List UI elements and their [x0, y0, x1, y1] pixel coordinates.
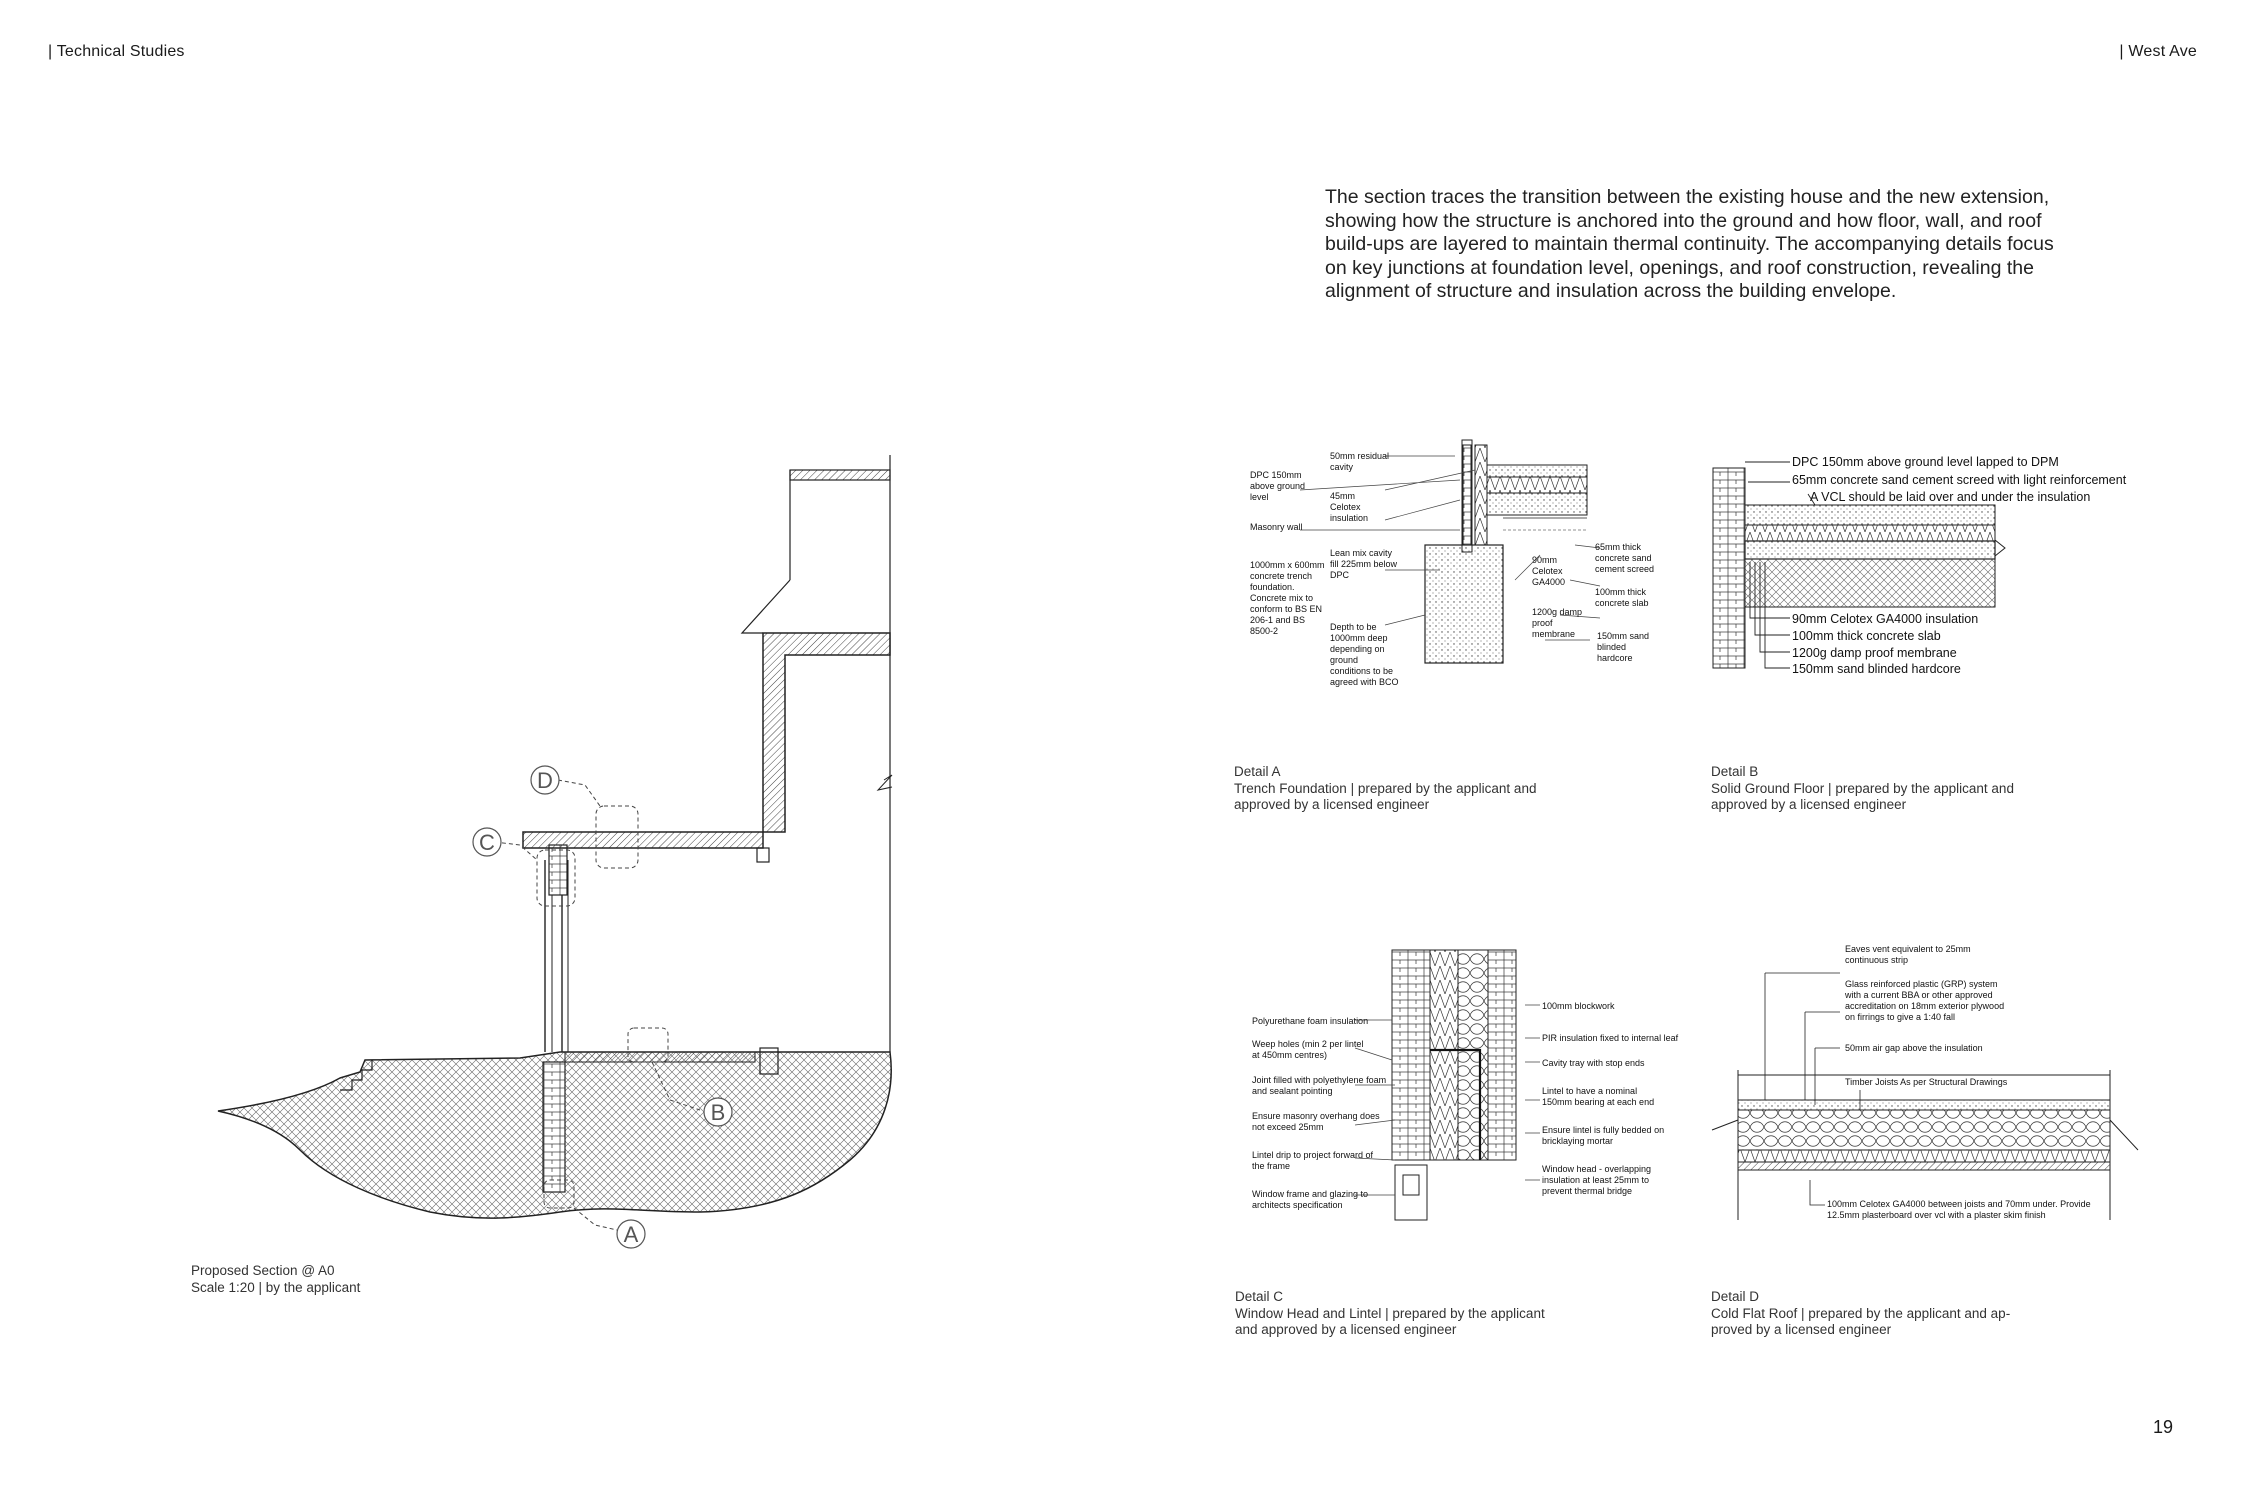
header-left: | Technical Studies — [48, 43, 185, 60]
intro-paragraph: The section traces the transition between the existing house and the new extension, showing how the structure is anchored into the ground and how floor, wall, and roof build-ups are layered to maintain thermal continuity. The accompanying details focus on key junctions at foundation level, openings, and roof construction, revealing the alignment of structure and insulation across the building envelope. — [1325, 186, 2054, 302]
detail-c-labels-right: 100mm blockwork PIR insulation fixed to internal leaf Cavity tray with stop ends Lintel to have a nominal 150mm bearing at each end Ensure lintel is fully bedded on bricklaying mortar Window head - overlapping insulation at least 25mm to prevent thermal bridge — [1542, 1001, 1679, 1196]
detail-c-drawing — [1252, 950, 1681, 1220]
section-marker-d: D — [537, 768, 553, 793]
section-marker-a: A — [623, 1222, 639, 1247]
detail-b-caption: Detail B Solid Ground Floor | prepared by the applicant and approved by a licensed engineer — [1711, 764, 2014, 812]
page-number: 19 — [2152, 1417, 2173, 1437]
detail-a-labels-right: 65mm thick concrete sand cement screed 90mm Celotex GA4000 100mm thick concrete slab 1200g damp proof membrane 150mm sand blinded hardcore — [1532, 542, 1655, 663]
detail-c-labels-left: Polyurethane foam insulation Weep holes (min 2 per lintel at 450mm centres) Joint filled with polyethylene foam and sealant pointing Ensure masonry overhang does not exceed 25mm Lintel drip to project forward of the frame Window frame and glazing to architects specification — [1252, 1016, 1387, 1210]
detail-c-caption: Detail C Window Head and Lintel | prepared by the applicant and approved by a licensed engineer — [1235, 1289, 1545, 1337]
detail-b-labels-bottom: 90mm Celotex GA4000 insulation 100mm thick concrete slab 1200g damp proof membrane 150mm sand blinded hardcore — [1792, 612, 1979, 676]
detail-a-labels-left: DPC 150mm above ground level Masonry wall 1000mm x 600mm concrete trench foundation. Concrete mix to conform to BS EN 206-1 and BS 8500-2 — [1250, 470, 1325, 636]
section-marker-c: C — [479, 830, 495, 855]
detail-d-caption: Detail D Cold Flat Roof | prepared by the applicant and ap- proved by a licensed engineer — [1711, 1289, 2011, 1337]
section-marker-b: B — [710, 1100, 726, 1125]
detail-a-labels-mid: 50mm residual cavity 45mm Celotex insulation Lean mix cavity fill 225mm below DPC Depth to be 1000mm deep depending on ground conditions to be agreed with BCO — [1330, 451, 1399, 687]
detail-d-labels-bottom: 100mm Celotex GA4000 between joists and 70mm under. Provide 12.5mm plasterboard over vcl with a plaster skim finish — [1827, 1199, 2091, 1220]
detail-b-labels-top: DPC 150mm above ground level lapped to DPM 65mm concrete sand cement screed with light reinforcement A VCL should be laid over and under the insulation — [1792, 455, 2127, 504]
detail-a-drawing — [1250, 440, 1657, 687]
detail-d-drawing — [1712, 944, 2138, 1220]
header-right: | West Ave — [2119, 43, 2197, 60]
detail-b-drawing — [1713, 455, 2130, 676]
detail-a-caption: Detail A Trench Foundation | prepared by the applicant and approved by a licensed engineer — [1234, 764, 1537, 812]
detail-d-labels-top: Eaves vent equivalent to 25mm continuous strip Glass reinforced plastic (GRP) system with a current BBA or other approved accreditation on 18mm exterior plywood on firrings to give a 1:40 fall 50mm air gap above the insulation Timber Joists As per Structural Drawings — [1845, 944, 2008, 1087]
proposed-section-drawing — [218, 455, 892, 1248]
section-caption: Proposed Section @ A0 Scale 1:20 | by the applicant — [191, 1263, 361, 1295]
